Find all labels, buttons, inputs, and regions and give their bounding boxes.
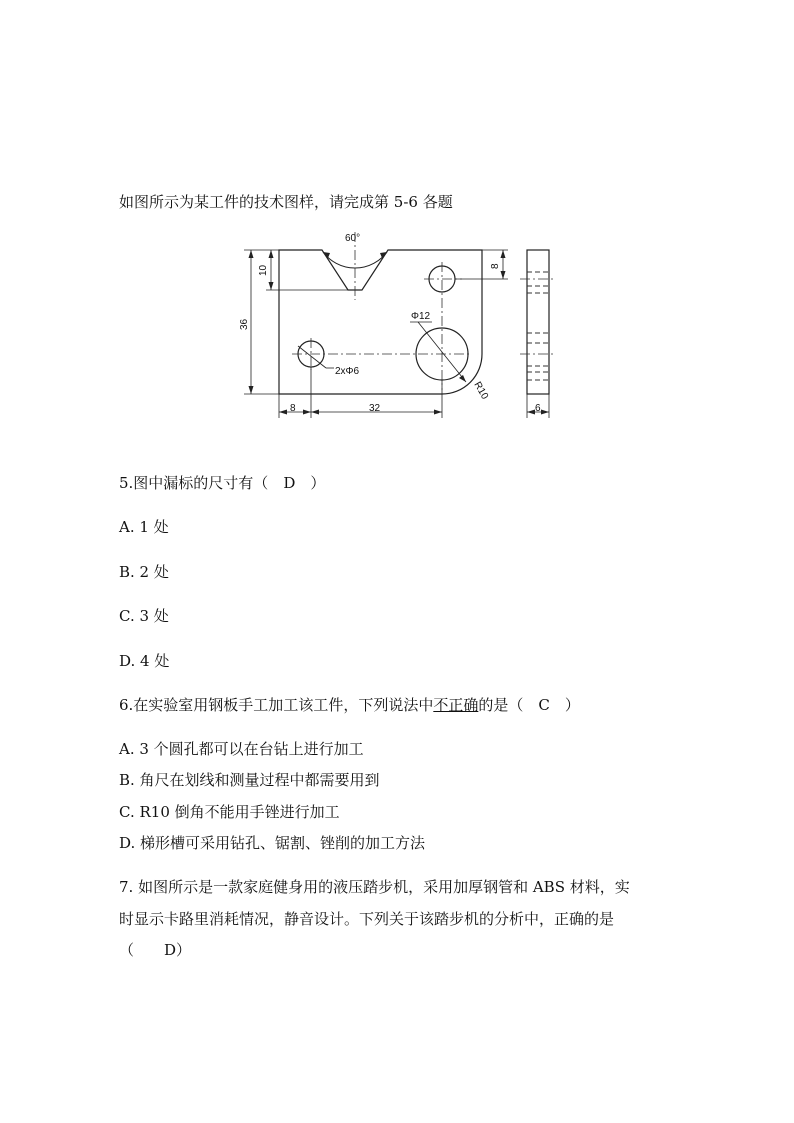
dim-holes-label: 2xΦ6 (335, 366, 360, 377)
q5-option-b: B. 2 处 (119, 563, 169, 581)
q7-line3: （ D） (119, 941, 192, 959)
q7-line1: 7. 如图所示是一款家庭健身用的液压踏步机，采用加厚钢管和 ABS 材料，实 (119, 878, 630, 896)
q6-option-a: A. 3 个圆孔都可以在台钻上进行加工 (119, 740, 364, 758)
q5-stem: 5.图中漏标的尺寸有（ D ） (119, 474, 326, 492)
dim-8-bottom-label: 8 (290, 403, 296, 414)
intro-text: 如图所示为某工件的技术图样，请完成第 5-6 各题 (119, 193, 453, 211)
dim-radius-label: R10 (471, 380, 491, 402)
q5-option-c: C. 3 处 (119, 607, 169, 625)
q5-option-d: D. 4 处 (119, 652, 170, 670)
dim-6-label: 6 (535, 403, 541, 414)
q7-line2: 时显示卡路里消耗情况，静音设计。下列关于该踏步机的分析中，正确的是 (119, 910, 615, 928)
q6-option-c: C. R10 倒角不能用手锉进行加工 (119, 803, 340, 821)
dim-angle-label: 60° (345, 233, 361, 244)
part-outline (279, 250, 482, 394)
dim-36-label: 36 (239, 318, 250, 330)
q6-stem-pre: 6.在实验室用钢板手工加工该工件，下列说法中 (119, 696, 434, 714)
q6-option-b: B. 角尺在划线和测量过程中都需要用到 (119, 771, 380, 789)
dim-dia12-label: Φ12 (411, 311, 431, 322)
dim-8-top-label: 8 (490, 263, 501, 269)
q5-option-a: A. 1 处 (119, 518, 169, 536)
q6-option-d: D. 梯形槽可采用钻孔、锯割、锉削的加工方法 (119, 834, 426, 852)
q6-stem-post: 的是（ C ） (478, 696, 580, 714)
dim-32-label: 32 (369, 403, 381, 414)
q6-stem-underlined: 不正确 (433, 696, 479, 714)
q6-stem (119, 695, 580, 715)
dim-10-label: 10 (258, 264, 269, 276)
